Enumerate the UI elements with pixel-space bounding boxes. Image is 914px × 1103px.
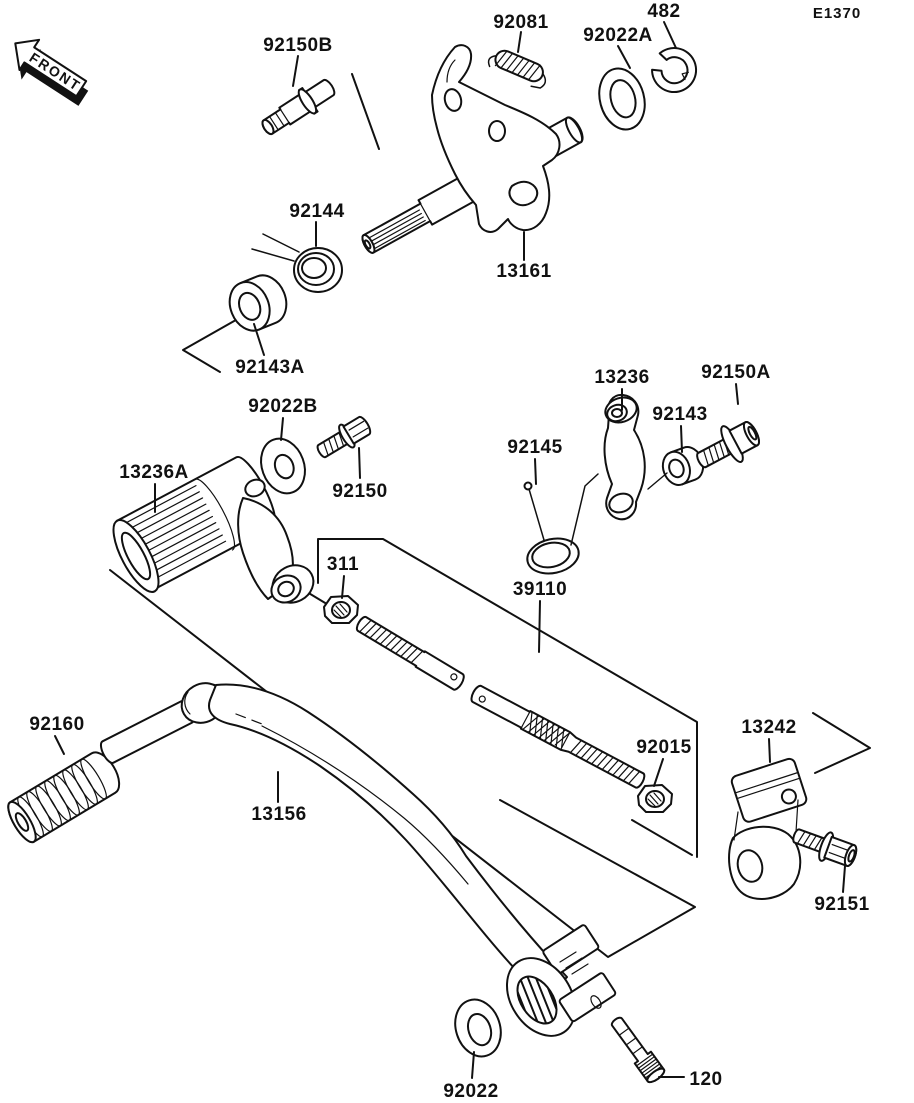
front-direction-arrow <box>1 30 97 113</box>
front-arrow-label: FRONT <box>26 49 85 95</box>
drawing-92022a-washer <box>593 63 652 134</box>
part-label-311: 311 <box>326 554 360 575</box>
part-label-92081: 92081 <box>493 12 549 33</box>
part-label-92150b: 92150B <box>263 35 333 56</box>
part-label-13236a: 13236A <box>119 462 189 483</box>
part-label-13156: 13156 <box>251 804 307 825</box>
drawing-92015-nut <box>638 785 672 812</box>
part-label-92022a: 92022A <box>583 25 653 46</box>
drawing-92022-washer <box>448 994 508 1063</box>
drawing-92150-bolt <box>313 413 374 464</box>
part-label-92144: 92144 <box>289 201 345 222</box>
drawing-39110-tie-rod <box>354 614 647 790</box>
part-label-13236: 13236 <box>594 367 650 388</box>
part-label-13242: 13242 <box>741 717 797 738</box>
part-label-13161: 13161 <box>496 261 552 282</box>
drawing-311-nut <box>324 596 358 623</box>
page-code: E1370 <box>812 5 862 22</box>
part-label-482: 482 <box>647 1 681 22</box>
drawing-92143a-bushing <box>223 269 294 336</box>
part-label-92022: 92022 <box>443 1081 499 1102</box>
part-label-92160: 92160 <box>29 714 85 735</box>
part-label-92015: 92015 <box>636 737 692 758</box>
drawing-13161-shift-shaft-assembly <box>358 45 586 258</box>
part-label-92150: 92150 <box>332 481 388 502</box>
drawing-13242-clamp-joint <box>729 757 808 899</box>
part-label-92143a: 92143A <box>235 357 305 378</box>
drawing-13236-change-lever <box>602 394 645 520</box>
drawing-92160-pedal-rubber <box>3 747 125 846</box>
part-label-92022b: 92022B <box>248 396 318 417</box>
drawing-92145-torsion-spring <box>524 474 598 578</box>
part-label-120: 120 <box>689 1069 723 1090</box>
part-label-39110: 39110 <box>512 579 568 600</box>
drawing-120-bolt <box>607 1014 666 1085</box>
drawing-92143-bushing <box>648 443 708 489</box>
part-label-92151: 92151 <box>814 894 870 915</box>
part-label-92145: 92145 <box>507 437 563 458</box>
part-label-92143: 92143 <box>652 404 708 425</box>
part-label-92150a: 92150A <box>701 362 771 383</box>
drawing-92150b-pivot-bolt <box>257 74 339 141</box>
drawing-482-circlip <box>647 42 704 100</box>
